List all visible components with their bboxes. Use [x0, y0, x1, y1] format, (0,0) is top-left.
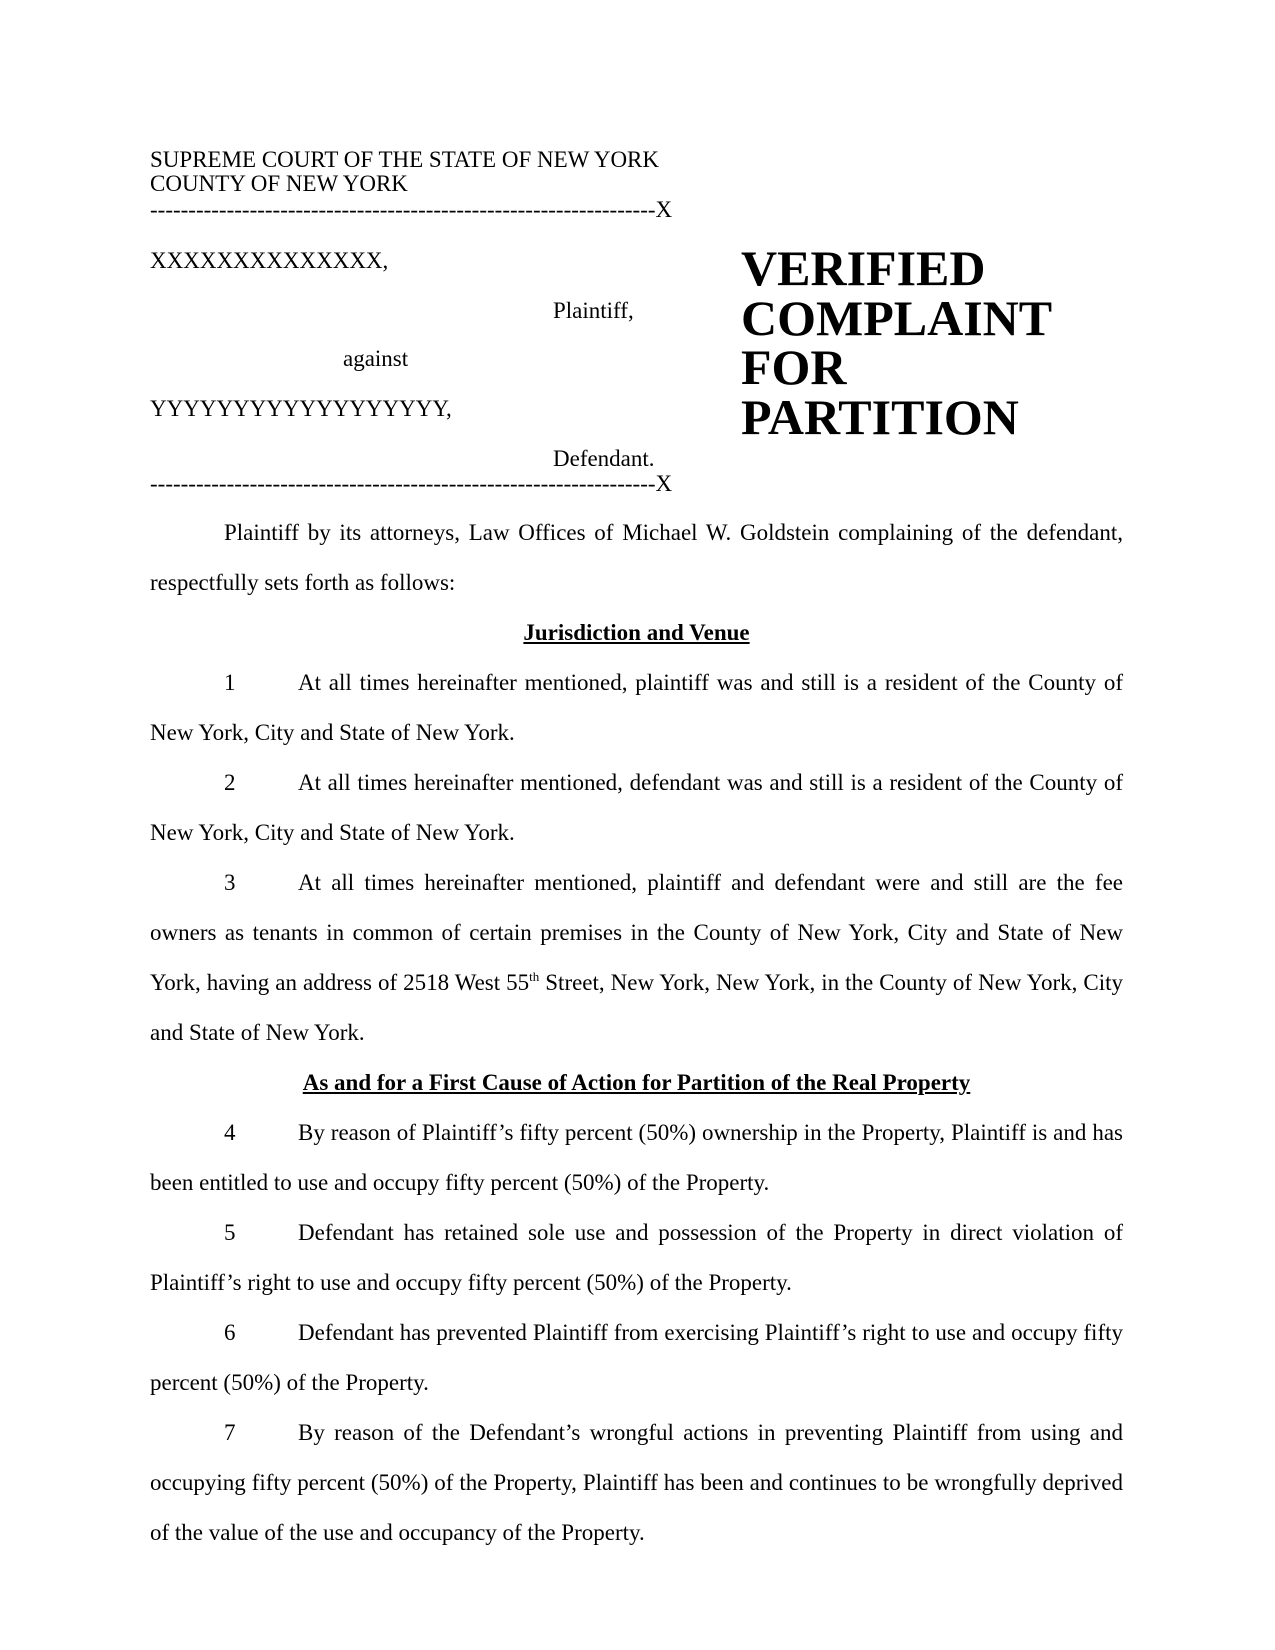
paragraph-number: 3 — [224, 870, 236, 895]
defendant-name: YYYYYYYYYYYYYYYYYY, — [150, 396, 452, 421]
paragraph-text: Defendant has prevented Plaintiff from exercising Plaintiff’s right to use and occupy fifty percent (50%) of the Property. — [150, 1320, 1123, 1395]
title-line: FOR — [741, 339, 847, 395]
numbered-paragraph — [150, 1308, 1123, 1408]
caption-separator-bottom: ------------------------------------------------------------------X — [150, 471, 673, 496]
ordinal-suffix: th — [529, 969, 540, 984]
numbered-paragraph — [150, 758, 1123, 858]
numbered-paragraph — [150, 658, 1123, 758]
title-line: PARTITION — [741, 388, 1019, 445]
paragraph-text: By reason of Plaintiff’s fifty percent (50%) ownership in the Property, Plaintiff is and has been entitled to use and occupy fifty percent (50%) of the Property. — [150, 1120, 1123, 1195]
plaintiff-name: XXXXXXXXXXXXXX, — [150, 248, 389, 273]
paragraph-number: 5 — [224, 1220, 236, 1245]
paragraph-number: 2 — [224, 770, 236, 795]
numbered-paragraph — [150, 1108, 1123, 1208]
paragraph-number: 6 — [224, 1320, 236, 1345]
paragraph-text: At all times hereinafter mentioned, defendant was and still is a resident of the County of New York, City and State of New York. — [150, 770, 1123, 845]
paragraph-text-continued: Street, New York, New York, in the County of New York, City and State of New York. — [150, 970, 1123, 1045]
paragraph-number: 7 — [224, 1420, 236, 1445]
title-line: COMPLAINT — [741, 289, 1053, 346]
document-title — [741, 240, 1053, 445]
paragraph-text: At all times hereinafter mentioned, plaintiff was and still is a resident of the County of New York, City and State of New York. — [150, 670, 1123, 745]
paragraph-text: Defendant has retained sole use and possession of the Property in direct violation of Plaintiff’s right to use and occupy fifty percent (50%) of the Property. — [150, 1220, 1123, 1295]
county-name: COUNTY OF NEW YORK — [150, 171, 408, 196]
intro-paragraph: Plaintiff by its attorneys, Law Offices of Michael W. Goldstein complaining of the defendant, respectfully sets forth as follows: — [150, 520, 1123, 595]
section-heading-jurisdiction: Jurisdiction and Venue — [523, 620, 750, 645]
numbered-paragraph — [150, 1208, 1123, 1308]
section-heading-first-cause: As and for a First Cause of Action for Partition of the Real Property — [302, 1070, 971, 1095]
numbered-paragraph — [150, 858, 1123, 1058]
defendant-role: Defendant. — [553, 446, 655, 471]
paragraph-text: At all times hereinafter mentioned, plaintiff and defendant were and still are the fee owners as tenants in common of certain premises in the County of New York, City and State of New York, having an address of 2518 West 55 — [150, 870, 1123, 995]
title-line: VERIFIED — [741, 240, 986, 296]
against-label: against — [343, 346, 409, 371]
numbered-paragraph — [150, 1408, 1123, 1558]
paragraph-text: By reason of the Defendant’s wrongful actions in preventing Plaintiff from using and occupying fifty percent (50%) of the Property, Plaintiff has been and continues to be wrongfully deprived of the value of the use and occupancy of the Property. — [150, 1420, 1123, 1545]
court-name: SUPREME COURT OF THE STATE OF NEW YORK — [150, 147, 660, 172]
plaintiff-role: Plaintiff, — [553, 298, 634, 323]
paragraph-number: 4 — [224, 1120, 236, 1145]
paragraph-number: 1 — [224, 670, 236, 695]
caption-separator-top: ------------------------------------------------------------------X — [150, 197, 673, 222]
